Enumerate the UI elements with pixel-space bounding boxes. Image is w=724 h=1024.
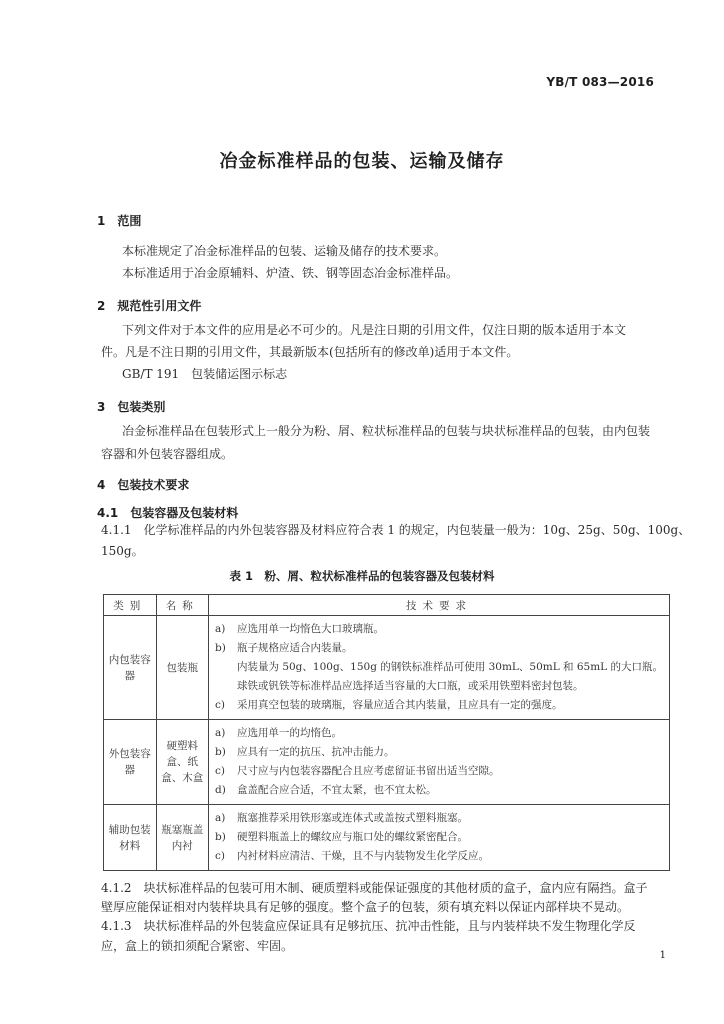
name-cell: 瓶塞瓶盖内衬 [156,805,208,871]
page-number: 1 [659,950,666,961]
requirement-item: a) 瓶塞推荐采用铁形塞或连体式或盖按式塑料瓶塞。 [214,812,468,824]
section-2-paragraph: 件。凡是不注日期的引用文件，其最新版本(包括所有的修改单)适用于本文件。 [101,345,519,359]
requirement-item: 内装量为 50g、100g、150g 的钢铁标准样品可使用 30mL、50mL 和 65mL 的大口瓶。 [236,661,663,673]
section-4-1-heading: 4.1 包装容器及包装材料 [97,506,239,520]
section-3-paragraph: 冶金标准样品在包装形式上一般分为粉、屑、粒状标准样品的包装与块状标准样品的包装，由内包装 [122,424,651,438]
section-3-heading: 3 包装类别 [97,400,166,414]
name-cell: 硬塑料盒、纸盒、木盒 [156,720,208,805]
table-1-caption: 表 1 粉、屑、粒状标准样品的包装容器及包装材料 [229,569,495,583]
requirements-cell [208,805,669,871]
requirement-item: 球铁或钒铁等标准样品应选择适当容量的大口瓶，或采用铁塑料密封包装。 [236,680,584,692]
normative-reference: GB/T 191 包装储运图示标志 [122,367,288,381]
table-row [104,616,670,720]
section-4-heading: 4 包装技术要求 [97,478,190,492]
table-row [104,720,670,805]
requirement-item: b) 应具有一定的抗压、抗冲击能力。 [214,746,395,758]
requirement-item: d) 盒盖配合应合适，不宜太紧，也不宜太松。 [214,784,437,796]
section-1-heading: 1 范围 [97,214,142,228]
clause-4-1-1: 4.1.1 化学标准样品的内外包装容器及材料应符合表 1 的规定，内包装量一般为：10g、25g、50g、100g、 [101,523,691,537]
requirement-item: b) 硬塑料瓶盖上的螺纹应与瓶口处的螺纹紧密配合。 [214,831,468,843]
requirement-item: c) 尺寸应与内包装容器配合且应考虑留证书留出适当空隙。 [214,765,500,777]
table-header-cell: 名称 [156,595,208,616]
requirements-cell [208,616,669,720]
section-3-paragraph: 容器和外包装容器组成。 [101,447,234,461]
section-1-paragraph: 本标准适用于冶金原辅料、炉渣、铁、钢等固态冶金标准样品。 [122,266,459,280]
document-title: 冶金标准样品的包装、运输及储存 [219,151,505,172]
table-1 [103,594,670,871]
requirements-cell [208,720,669,805]
category-cell: 内包装容器 [104,616,157,720]
standard-number: YB/T 083—2016 [546,75,654,89]
section-2-paragraph: 下列文件对于本文件的应用是必不可少的。凡是注日期的引用文件，仅注日期的版本适用于本文 [122,323,627,337]
clause-4-1-2: 壁厚应能保证相对内装样块具有足够的强度。整个盒子的包装，须有填充料以保证内部样块不晃动。 [101,900,630,914]
category-cell: 辅助包装材料 [104,805,157,871]
clause-4-1-2: 4.1.2 块状标准样品的包装可用木制、硬质塑料或能保证强度的其他材质的盒子，盒内应有隔挡。盒子 [101,881,648,895]
requirement-item: c) 采用真空包装的玻璃瓶，容量应适合其内装量，且应具有一定的强度。 [214,699,563,711]
name-cell: 包装瓶 [156,616,208,720]
section-1-paragraph: 本标准规定了冶金标准样品的包装、运输及储存的技术要求。 [122,244,447,258]
table-row [104,805,670,871]
requirement-item: b) 瓶子规格应适合内装量。 [214,642,353,654]
table-header-cell: 类别 [104,595,157,616]
clause-4-1-1: 150g。 [101,544,144,558]
requirement-item: a) 应选用单一的均惰色。 [214,727,342,739]
category-cell: 外包装容器 [104,720,157,805]
table-header-cell: 技术要求 [208,595,669,616]
table-header-row [104,595,670,616]
section-2-heading: 2 规范性引用文件 [97,299,202,313]
clause-4-1-3: 应，盒上的锁扣须配合紧密、牢固。 [101,939,294,953]
clause-4-1-3: 4.1.3 块状标准样品的外包装盒应保证具有足够抗压、抗冲击性能，且与内装样块不发生物理化学反 [101,919,636,933]
requirement-item: a) 应选用单一均惰色大口玻璃瓶。 [214,623,384,635]
requirement-item: c) 内衬材料应清洁、干燥，且不与内装物发生化学反应。 [214,850,489,862]
